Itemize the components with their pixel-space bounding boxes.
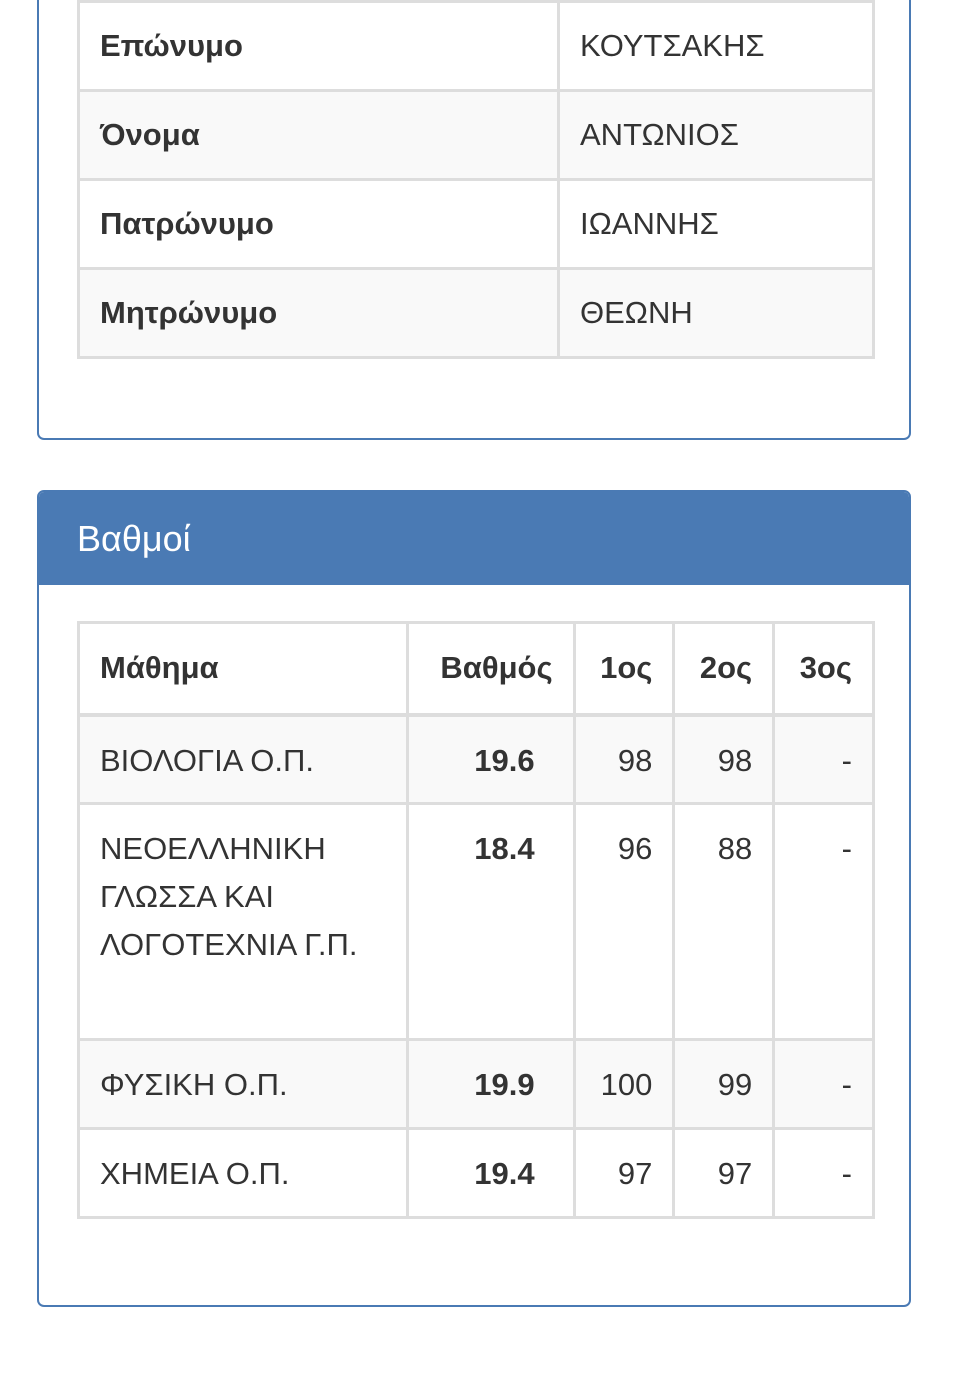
second-score-cell: 88 <box>674 804 774 1040</box>
father-name-label: Πατρώνυμο <box>79 180 559 269</box>
grade-cell: 19.4 <box>408 1129 574 1218</box>
first-score-cell: 98 <box>574 715 674 804</box>
personal-info-panel <box>37 0 911 440</box>
table-row <box>79 804 874 1040</box>
first-score-cell: 97 <box>574 1129 674 1218</box>
grade-cell: 19.9 <box>408 1040 574 1129</box>
grade-cell: 18.4 <box>408 804 574 1040</box>
second-score-cell: 99 <box>674 1040 774 1129</box>
first-name-label: Όνομα <box>79 91 559 180</box>
table-row <box>79 1129 874 1218</box>
third-score-cell: - <box>774 1040 874 1129</box>
header-first: 1ος <box>574 623 674 715</box>
mother-name-value: ΘΕΩΝΗ <box>559 269 874 358</box>
third-score-cell: - <box>774 1129 874 1218</box>
grades-panel-title: Βαθμοί <box>39 492 909 585</box>
grades-panel <box>37 490 911 1307</box>
table-row <box>79 180 874 269</box>
first-name-value: ΑΝΤΩΝΙΟΣ <box>559 91 874 180</box>
table-row <box>79 2 874 91</box>
grade-cell: 19.6 <box>408 715 574 804</box>
header-third: 3ος <box>774 623 874 715</box>
first-score-cell: 100 <box>574 1040 674 1129</box>
subject-cell: ΝΕΟΕΛΛΗΝΙΚΗ ΓΛΩΣΣΑ ΚΑΙ ΛΟΓΟΤΕΧΝΙΑ Γ.Π. <box>79 804 408 1040</box>
second-score-cell: 97 <box>674 1129 774 1218</box>
subject-cell: ΧΗΜΕΙΑ Ο.Π. <box>79 1129 408 1218</box>
table-header-row <box>79 623 874 715</box>
header-second: 2ος <box>674 623 774 715</box>
header-grade: Βαθμός <box>408 623 574 715</box>
grades-table <box>77 621 875 1219</box>
subject-cell: ΒΙΟΛΟΓΙΑ Ο.Π. <box>79 715 408 804</box>
father-name-value: ΙΩΑΝΝΗΣ <box>559 180 874 269</box>
mother-name-label: Μητρώνυμο <box>79 269 559 358</box>
surname-label: Επώνυμο <box>79 2 559 91</box>
third-score-cell: - <box>774 804 874 1040</box>
header-subject: Μάθημα <box>79 623 408 715</box>
table-row <box>79 715 874 804</box>
third-score-cell: - <box>774 715 874 804</box>
second-score-cell: 98 <box>674 715 774 804</box>
first-score-cell: 96 <box>574 804 674 1040</box>
personal-info-table <box>77 0 875 359</box>
subject-cell: ΦΥΣΙΚΗ Ο.Π. <box>79 1040 408 1129</box>
table-row <box>79 91 874 180</box>
surname-value: ΚΟΥΤΣΑΚΗΣ <box>559 2 874 91</box>
table-row <box>79 1040 874 1129</box>
table-row <box>79 269 874 358</box>
